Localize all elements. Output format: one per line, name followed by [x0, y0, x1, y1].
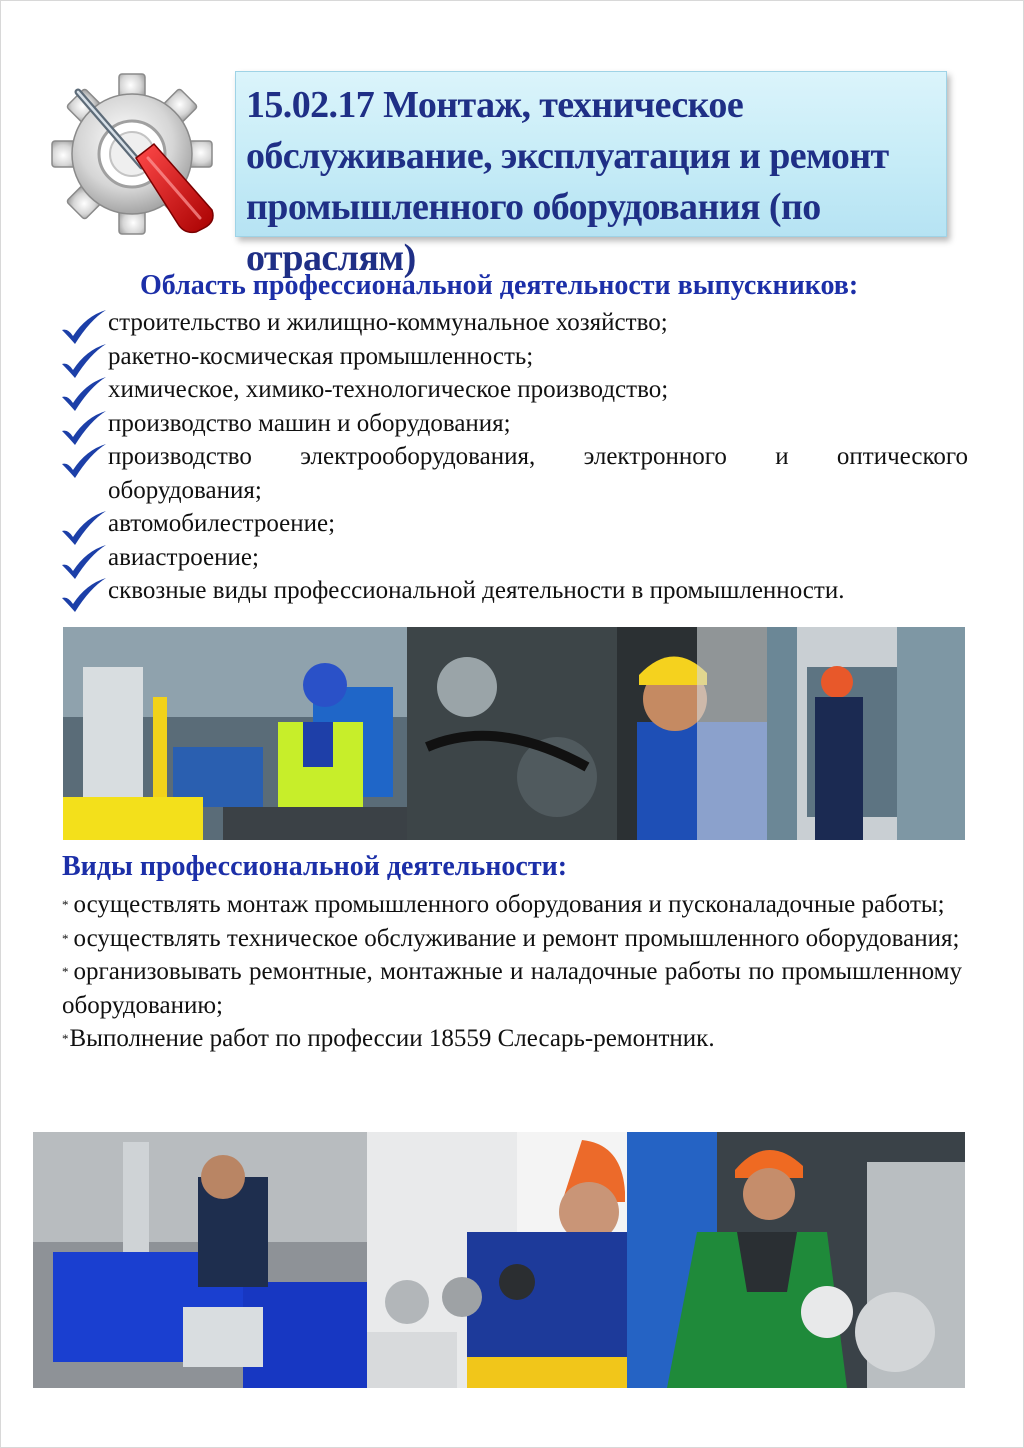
- photo-worker-green-jacket: [627, 1132, 965, 1388]
- list-item: оборудования;: [108, 476, 262, 504]
- photo-worker-electrical-cabinet: [767, 627, 965, 840]
- list-item: сквозные виды профессиональной деятельности в промышленности.: [58, 574, 968, 608]
- gear-screwdriver-logo: [50, 62, 220, 242]
- activities-heading: Виды профессиональной деятельности:: [62, 851, 568, 882]
- list-item: * осуществлять монтаж промышленного оборудования и пусконаладочные работы;: [62, 891, 945, 918]
- photo-worker-blue-pump: [33, 1132, 367, 1388]
- sphere-heading: Область профессиональной деятельности выпускников:: [140, 270, 859, 301]
- list-item: производство машин и оборудования;: [58, 407, 968, 441]
- list-item: химическое, химико-технологическое производство;: [58, 373, 968, 407]
- sphere-list: [58, 306, 968, 608]
- list-item: строительство и жилищно-коммунальное хозяйство;: [58, 306, 968, 340]
- list-item: авиастроение;: [58, 541, 968, 575]
- bullet-mark: *: [62, 964, 69, 979]
- list-item: производство электрооборудования, электронного и оптического: [58, 440, 968, 474]
- bullet-mark: *: [62, 897, 69, 912]
- photo-worker-machinery: [407, 627, 767, 840]
- list-item: * организовывать ремонтные, монтажные и наладочные работы по промышленному оборудованию;: [62, 958, 962, 1019]
- bullet-mark: *: [62, 930, 69, 946]
- list-item: автомобилестроение;: [58, 507, 968, 541]
- checkmark-icon: [60, 578, 106, 612]
- list-item: *Выполнение работ по профессии 18559 Слесарь-ремонтник.: [62, 1025, 715, 1052]
- photo-worker-helmet-vest: [63, 627, 407, 840]
- bullet-mark: *: [62, 1031, 69, 1046]
- activities-list: [62, 888, 962, 1056]
- list-item: * осуществлять техническое обслуживание и ремонт промышленного оборудования;: [62, 924, 960, 952]
- list-item: ракетно-космическая промышленность;: [58, 340, 968, 374]
- title-box: [235, 71, 947, 279]
- photo-worker-gauges: [367, 1132, 627, 1388]
- page-title: 15.02.17 Монтаж, техническое обслуживание, эксплуатация и ремонт промышленного оборудования (по отраслям): [246, 84, 889, 279]
